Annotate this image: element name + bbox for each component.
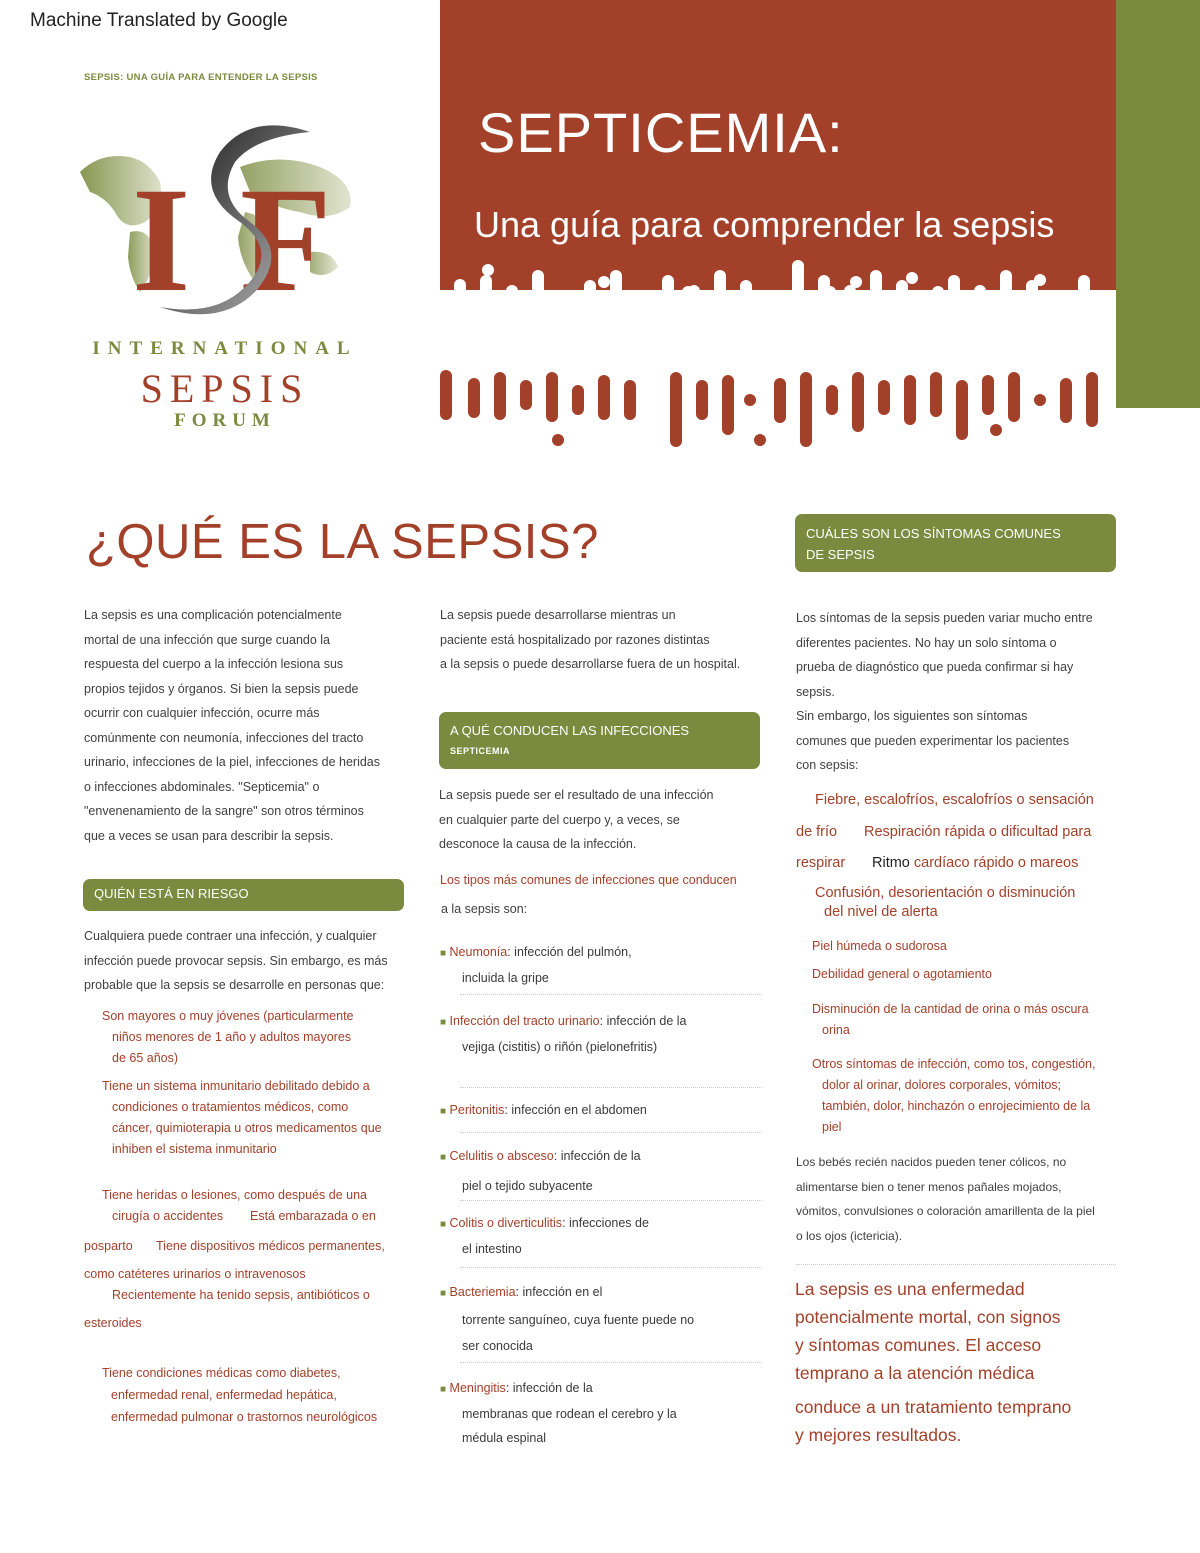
risk-item-devices-cont: como catéteres urinarios o intravenosos [84, 1267, 306, 1281]
text-line: con sepsis: [796, 758, 859, 772]
text-line: que a veces se usan para describir la sepsis. [84, 828, 334, 843]
infection-desc-cont: médula espinal [462, 1431, 547, 1445]
symptoms-section-header [795, 514, 1116, 572]
text-line: alimentarse bien o tener menos pañales mojados, [796, 1179, 1062, 1194]
logo-text-sepsis: SEPSIS [140, 366, 310, 411]
text-line: condiciones o tratamientos médicos, como [112, 1100, 349, 1114]
infection-item-cellulitis [440, 1142, 762, 1200]
text-line: La sepsis puede ser el resultado de una infección [439, 788, 714, 802]
symptom-confusion [815, 884, 1075, 922]
bullet-icon: ■ [440, 1219, 447, 1230]
text-line: temprano a la atención médica [795, 1363, 1035, 1383]
risk-item-age [102, 1006, 354, 1069]
text-line: conduce a un tratamiento temprano [795, 1397, 1072, 1417]
text-line: del nivel de alerta [824, 904, 938, 920]
text-line: y mejores resultados. [795, 1425, 962, 1445]
pill-title: A QUÉ CONDUCEN LAS INFECCIONES [450, 723, 690, 738]
text-line: Sin embargo, los siguientes son síntomas [796, 709, 1028, 723]
text-line: enfermedad renal, enfermedad hepática, [111, 1388, 337, 1402]
symptom-skin: Piel húmeda o sudorosa [812, 939, 947, 953]
infection-desc-cont: piel o tejido subyacente [462, 1179, 593, 1193]
symptom-urine [812, 999, 1089, 1041]
text-line: niños menores de 1 año y adultos mayores [112, 1030, 352, 1044]
isf-logo [70, 112, 370, 342]
infection-name: Bacteriemia [449, 1285, 516, 1299]
text-line: Cualquiera puede contraer una infección, y cualquier [84, 929, 377, 943]
text-line: "envenenamiento de la sangre" son otros términos [84, 804, 364, 818]
infection-item-uti [440, 1009, 762, 1059]
page-title: SEPTICEMIA: [478, 101, 844, 164]
text-line: diferentes pacientes. No hay un solo síntoma o [796, 635, 1057, 650]
text-line: Tiene un sistema inmunitario debilitado debido a [102, 1079, 370, 1093]
babies-paragraph [796, 1150, 1126, 1248]
text-line: cáncer, quimioterapia u otros medicamentos que [112, 1121, 382, 1135]
infection-item-colitis [440, 1211, 762, 1261]
infection-desc: : infección en el [515, 1285, 603, 1299]
text-line: también, dolor, hinchazón o enrojecimiento de la [822, 1099, 1091, 1113]
infections-section-header [439, 712, 760, 769]
left-intro-paragraph [84, 603, 404, 848]
bullet-icon: ■ [440, 1384, 447, 1395]
risk-item-recent-sepsis: Recientemente ha tenido sepsis, antibióticos o [112, 1288, 370, 1302]
infection-desc-cont: ser conocida [462, 1339, 533, 1353]
text-line: Otros síntomas de infección, como tos, congestión, [812, 1057, 1096, 1071]
risk-item-conditions [102, 1362, 377, 1428]
text-line: mortal de una infección que surge cuando la [84, 632, 330, 647]
text-line: probable que la sepsis se desarrolle en personas que: [84, 978, 385, 992]
text-line: y síntomas comunes. El acceso [795, 1335, 1042, 1355]
text-line: dolor al orinar, dolores corporales, vómitos; [822, 1078, 1062, 1092]
pill-subtitle: SEPTICEMIA [450, 746, 511, 756]
text-line: Confusión, desorientación o disminución [815, 885, 1076, 901]
infection-types-intro-cont: a la sepsis son: [441, 902, 528, 916]
text-line: ocurrir con cualquier infección, ocurre más [84, 706, 320, 720]
infection-desc-cont: el intestino [462, 1242, 522, 1256]
text-span: Ritmo [872, 855, 910, 871]
infection-name: Neumonía [449, 945, 508, 959]
infection-desc-cont: membranas que rodean el cerebro y la [462, 1407, 677, 1421]
banner-rust-bars [440, 370, 1098, 447]
risk-item-wounds-cont: cirugía o accidentes [112, 1209, 224, 1223]
divider [460, 1267, 762, 1268]
text-line: sepsis. [796, 684, 835, 699]
infection-desc: : infección de la [553, 1149, 641, 1163]
text-line: vómitos, convulsiones o coloración amarillenta de la piel [796, 1204, 1095, 1218]
text-line: La sepsis es una enfermedad [795, 1279, 1025, 1299]
infection-desc: : infección de la [505, 1381, 593, 1395]
infection-name: Infección del tracto urinario [449, 1014, 600, 1028]
infection-item-meningitis [440, 1376, 762, 1450]
text-line: Los bebés recién nacidos pueden tener cólicos, no [796, 1155, 1067, 1169]
pill-subtitle: DE SEPSIS [806, 547, 875, 562]
infection-item-peritonitis [440, 1098, 762, 1124]
symptom-heart-rate [872, 852, 1078, 874]
text-line: respuesta del cuerpo a la infección lesiona sus [84, 657, 344, 671]
infection-name: Peritonitis [449, 1103, 505, 1117]
symptom-fever-cont: de frío [796, 824, 838, 840]
symptom-other [812, 1054, 1095, 1138]
risk-intro-paragraph [84, 924, 404, 998]
text-line: prueba de diagnóstico que pueda confirmar si hay [796, 660, 1074, 674]
tagline: SEPSIS: UNA GUÍA PARA ENTENDER LA SEPSIS [84, 72, 318, 83]
logo-letter-i: I [132, 157, 191, 323]
closing-statement [795, 1275, 1125, 1449]
text-line: enfermedad pulmonar o trastornos neurológicos [111, 1410, 378, 1424]
infection-desc-cont: vejiga (cistitis) o riñón (pielonefritis) [462, 1040, 658, 1054]
text-line: Los síntomas de la sepsis pueden variar mucho entre [796, 611, 1093, 625]
symptom-breathing: Respiración rápida o dificultad para [864, 824, 1092, 840]
bullet-icon: ■ [440, 1106, 447, 1117]
risk-item-wounds: Tiene heridas o lesiones, como después de una [102, 1188, 367, 1202]
text-line: de 65 años) [112, 1051, 179, 1065]
text-line: o infecciones abdominales. "Septicemia" o [84, 779, 320, 794]
text-line: urinario, infecciones de la piel, infecciones de heridas [84, 755, 381, 769]
bullet-icon: ■ [440, 1288, 447, 1299]
text-line: Tiene condiciones médicas como diabetes, [102, 1366, 341, 1380]
risk-section-header: QUIÉN ESTÁ EN RIESGO [83, 879, 404, 911]
bullet-icon: ■ [440, 1152, 447, 1163]
infection-desc-cont: incluida la gripe [462, 971, 549, 985]
infection-desc: : infección en el abdomen [504, 1103, 647, 1117]
text-line: La sepsis es una complicación potencialmente [84, 608, 342, 622]
middle-intro-paragraph [440, 603, 780, 677]
logo-letter-f: F [240, 157, 332, 323]
infection-desc: : infecciones de [562, 1216, 649, 1230]
risk-item-devices: Tiene dispositivos médicos permanentes, [156, 1239, 385, 1253]
infection-desc: : infección del pulmón, [507, 945, 632, 959]
bullet-icon: ■ [440, 948, 447, 959]
text-line: potencialmente mortal, con signos [795, 1307, 1061, 1327]
divider [460, 1362, 762, 1363]
machine-translated-notice: Machine Translated by Google [30, 10, 288, 31]
divider [796, 1264, 1116, 1265]
section-heading-what-is-sepsis: ¿QUÉ ES LA SEPSIS? [86, 515, 599, 569]
green-side-bar [1116, 0, 1200, 408]
symptom-breathing-cont: respirar [796, 855, 846, 871]
pill-title: CUÁLES SON LOS SÍNTOMAS COMUNES [806, 526, 1061, 541]
text-line: inhiben el sistema inmunitario [112, 1142, 277, 1156]
infection-desc: : infección de la [599, 1014, 687, 1028]
text-span: cardíaco rápido o mareos [909, 855, 1079, 871]
infection-item-pneumonia [440, 940, 762, 990]
text-line: en cualquier parte del cuerpo y, a veces, se [439, 812, 680, 827]
text-line: a la sepsis o puede desarrollarse fuera de un hospital. [440, 657, 741, 671]
text-line: propios tejidos y órganos. Si bien la sepsis puede [84, 681, 359, 696]
text-line: Son mayores o muy jóvenes (particularmente [102, 1009, 354, 1023]
divider [460, 1132, 762, 1133]
infection-types-intro: Los tipos más comunes de infecciones que conducen [440, 873, 737, 887]
text-line: infección puede provocar sepsis. Sin embargo, es más [84, 953, 388, 968]
symptom-fever: Fiebre, escalofríos, escalofríos o sensación [815, 792, 1094, 808]
infection-name: Meningitis [449, 1381, 506, 1395]
divider [460, 1087, 762, 1088]
symptom-weakness: Debilidad general o agotamiento [812, 967, 992, 981]
infection-cause-paragraph [439, 783, 759, 857]
infection-desc-cont: torrente sanguíneo, cuya fuente puede no [462, 1313, 695, 1327]
infection-item-bacteremia [440, 1279, 762, 1359]
divider [460, 994, 762, 995]
text-line: paciente está hospitalizado por razones distintas [440, 632, 710, 647]
text-line: Disminución de la cantidad de orina o más oscura [812, 1002, 1089, 1016]
risk-item-immune [102, 1076, 382, 1160]
infection-name: Celulitis o absceso [449, 1149, 554, 1163]
risk-item-pregnant: Está embarazada o en [250, 1209, 376, 1223]
symptoms-intro-paragraph [796, 606, 1126, 778]
risk-item-pregnant-cont: posparto [84, 1239, 133, 1253]
text-line: piel [822, 1120, 842, 1134]
text-line: La sepsis puede desarrollarse mientras un [440, 608, 676, 622]
text-line: desconoce la causa de la infección. [439, 837, 637, 851]
bullet-icon: ■ [440, 1017, 447, 1028]
risk-item-recent-sepsis-cont: esteroides [84, 1316, 142, 1330]
text-line: comúnmente con neumonía, infecciones del tracto [84, 730, 364, 745]
divider [460, 1200, 762, 1201]
text-line: o los ojos (ictericia). [796, 1228, 903, 1243]
logo-text-international: INTERNATIONAL [92, 338, 358, 359]
infection-name: Colitis o diverticulitis [449, 1216, 563, 1230]
page-subtitle: Una guía para comprender la sepsis [474, 204, 1055, 245]
text-line: orina [822, 1023, 850, 1037]
logo-text-forum: FORUM [174, 410, 276, 431]
text-line: comunes que pueden experimentar los pacientes [796, 733, 1070, 748]
